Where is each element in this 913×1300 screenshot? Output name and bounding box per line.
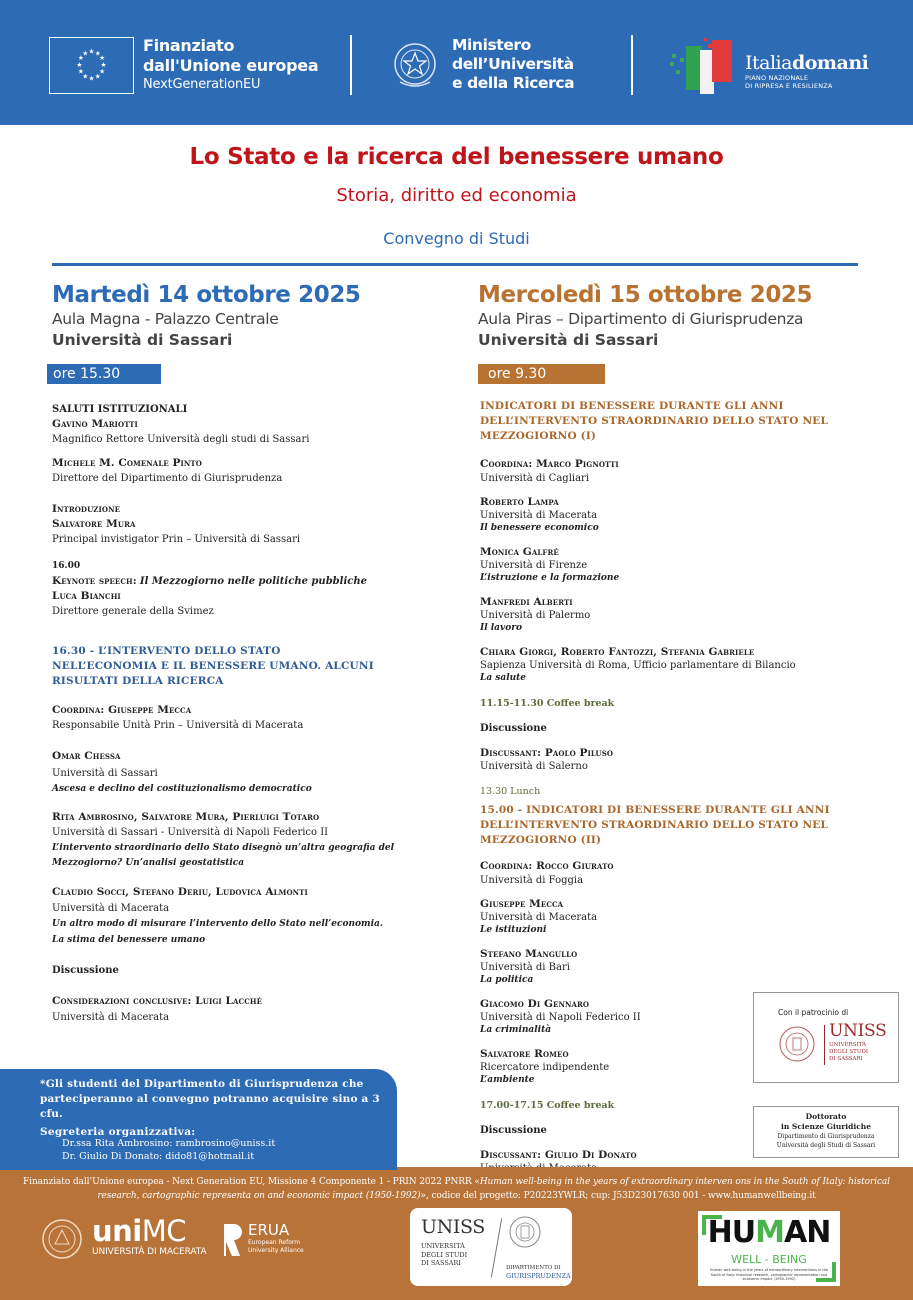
speaker-names: Claudio Socci, Stefano Deriu, Ludovica Almonti [52, 886, 308, 898]
svg-text:★: ★ [100, 60, 107, 69]
session-line2: DELL’INTERVENTO STRAORDINARIO DELLO STATO NEL [480, 415, 829, 427]
event-subtitle: Storia, diritto ed economia [336, 185, 577, 206]
speaker-names: Rita Ambrosino, Salvatore Mura, Pierluigi Totaro [52, 811, 320, 823]
day1-program [52, 403, 452, 1024]
day1-header [52, 281, 361, 351]
event-type: Convegno di Studi [383, 229, 530, 248]
italiadomani-flag-icon [668, 36, 738, 96]
talk-title: Un altro modo di misurare l’intervento dello Stato nell’economia. [52, 919, 383, 929]
svg-text:★: ★ [88, 74, 95, 83]
speaker-name: Stefano Mangullo [480, 948, 578, 960]
dept-sub2: GIURISPRUDENZA [506, 1272, 571, 1280]
discussion-label: Discussione [480, 1125, 547, 1136]
coordinator-affiliation: Università di Cagliari [480, 473, 590, 484]
uniss-sub2: DEGLI STUDI [829, 1049, 869, 1055]
uniss-sub3: DI SASSARI [421, 1259, 461, 1267]
session-line3: MEZZOGIORNO (II) [480, 834, 602, 846]
uniss-name: UNISS [421, 1216, 485, 1238]
talk-title: L’ambiente [480, 1075, 535, 1085]
session-line3: MEZZOGIORNO (I) [480, 430, 597, 442]
talk-title: L’intervento straordinario dello Stato disegnò un’altra geografia del [52, 843, 395, 853]
human-b: AN [784, 1215, 831, 1250]
secretariat-label: Segreteria organizzativa: [40, 1126, 196, 1138]
intro-heading: Introduzione [52, 503, 121, 515]
speaker-name: Manfredi Alberti [480, 596, 573, 608]
svg-text:★: ★ [88, 47, 95, 56]
uniss-dept-logo [410, 1208, 572, 1286]
dept-sub1: DIPARTIMENTO DI [506, 1265, 561, 1271]
talk-title: Il lavoro [480, 623, 522, 633]
session-line2: NELL’ECONOMIA E IL BENESSERE UMANO. ALCUNI [52, 660, 374, 672]
lunch: 13.30 Lunch [480, 786, 541, 797]
uniss-sub2: DEGLI STUDI [421, 1250, 468, 1259]
uniss-sub3: DI SASSARI [829, 1056, 863, 1062]
coordinator: Coordina: Marco Pignotti [480, 458, 619, 470]
speaker-role: Direttore del Dipartimento di Giurisprudenza [52, 473, 283, 484]
human-wellbeing-logo [698, 1211, 840, 1286]
ministry-line3: e della Ricerca [452, 74, 575, 92]
speaker-name: Giuseppe Mecca [480, 898, 564, 910]
eu-flag-icon [49, 37, 134, 94]
contact-didonato: Dr. Giulio Di Donato: dido81@hotmail.it [62, 1150, 255, 1162]
speaker-role: Direttore generale della Svimez [52, 606, 214, 617]
session-line2: DELL’INTERVENTO STRAORDINARIO DELLO STATO NEL [480, 819, 829, 831]
speaker-name: Roberto Lampa [480, 496, 559, 508]
keynote-title: Il Mezzogiorno nelle politiche pubbliche [139, 576, 367, 587]
svg-text:★: ★ [94, 72, 101, 81]
keynote-time: 16.00 [52, 561, 81, 571]
italiadomani-sub2: DI RIPRESA E RESILIENZA [745, 82, 833, 90]
italiadomani-brand-light: Italia [745, 52, 792, 74]
patronage-uniss: UNISS [829, 1021, 887, 1041]
speaker-role: Principal invistigator Prin – Università di Sassari [52, 534, 301, 545]
coffee-break: 11.15-11.30 Coffee break [480, 698, 615, 709]
talk-title: L’istruzione e la formazione [480, 573, 620, 583]
day1-date: Martedì 14 ottobre 2025 [52, 282, 361, 308]
coordinator: Coordina: Giuseppe Mecca [52, 704, 192, 716]
eu-line2: dall'Unione europea [143, 56, 319, 75]
coordinator-role: Responsabile Unità Prin – Università di Macerata [52, 720, 304, 731]
talk-title: Mezzogiorno? Un’analisi geostatistica [52, 858, 245, 868]
contact-ambrosino: Dr.ssa Rita Ambrosino: rambrosino@uniss.it [62, 1138, 276, 1149]
speaker-name: Luca Bianchi [52, 590, 121, 602]
saluti-heading: SALUTI ISTITUZIONALI [52, 404, 188, 415]
speaker-name: Salvatore Romeo [480, 1048, 569, 1060]
speaker-affiliation: Sapienza Università di Roma, Ufficio parlamentare di Bilancio [480, 660, 796, 671]
wellbeing-label: WELL - BEING [731, 1253, 807, 1266]
unimc-sub: UNIVERSITÀ DI MACERATA [92, 1247, 207, 1257]
speaker-affiliation: Università di Firenze [480, 560, 588, 571]
discussant: Discussant: Giulio Di Donato [480, 1149, 637, 1161]
speaker-affiliation: Università di Sassari [52, 768, 158, 779]
coffee-break: 17.00-17.15 Coffee break [480, 1100, 615, 1111]
speaker-name: Gavino Mariotti [52, 418, 138, 430]
event-title: Lo Stato e la ricerca del benessere umano [189, 144, 724, 170]
students-note-line2: parteciperanno al convegno potranno acquisire sino a 3 cfu. [40, 1093, 380, 1120]
svg-text:★: ★ [99, 67, 106, 76]
conclusions: Considerazioni conclusive: Luigi Lacchè [52, 995, 263, 1007]
ministry-line1: Ministero [452, 36, 531, 54]
talk-title: Il benessere economico [480, 523, 599, 533]
discussant: Discussant: Paolo Piluso [480, 747, 614, 759]
funding-text-1: Finanziato dall’Unione europea - Next Generation EU, Missione 4 Componente 1 - PRIN 2022 PNRR « [23, 1177, 480, 1187]
eu-line3: NextGenerationEU [143, 77, 261, 92]
italiadomani-label [745, 52, 868, 90]
day2-header [478, 281, 812, 351]
svg-text:★: ★ [77, 67, 84, 76]
patronage-label: Con il patrocinio di [778, 1008, 849, 1017]
talk-title: La politica [480, 975, 534, 985]
patronage-divider [824, 1025, 825, 1065]
session-heading [480, 803, 860, 848]
session-line3: RISULTATI DELLA RICERCA [52, 675, 224, 687]
human-tagline: Human well-being in the years of extraordinary interventions in the South of Italy: historical research, cartographic representation and economic impact (1950-1992) [709, 1268, 829, 1281]
doctorate-line4: Università degli Studi di Sassari [776, 1141, 876, 1149]
unimc-seal-icon [41, 1218, 83, 1260]
patronage-box [753, 992, 899, 1083]
speaker-affiliation: Università di Palermo [480, 610, 591, 621]
session-heading [52, 644, 452, 689]
speaker-affiliation: Università di Napoli Federico II [480, 1012, 641, 1023]
ministry-label [452, 36, 574, 93]
talk-title: La stima del benessere umano [52, 935, 206, 945]
header-band [0, 0, 913, 125]
speaker-role: Magnifico Rettore Università degli studi di Sassari [52, 434, 310, 445]
talk-title: Le istituzioni [480, 925, 547, 935]
italian-republic-emblem-icon [390, 38, 440, 93]
eu-line1: Finanziato [143, 36, 235, 55]
italiadomani-brand-bold: domani [791, 52, 869, 74]
svg-text:★: ★ [99, 54, 106, 63]
day2-place: Aula Piras – Dipartimento di Giurisprudenza [478, 310, 804, 328]
italiadomani-sub1: PIANO NAZIONALE [745, 74, 809, 82]
keynote-label: Keynote speech: [52, 575, 137, 587]
speaker-name: Monica Galfré [480, 546, 559, 558]
day2-university: Università di Sassari [478, 331, 659, 349]
uniss-sub1: UNIVERSITÀ [421, 1242, 465, 1250]
speaker-name: Michele M. Comenale Pinto [52, 457, 202, 469]
day1-start-badge: ore 15.30 [47, 364, 161, 384]
speaker-affiliation: Università di Macerata [480, 510, 598, 521]
erua-logo [248, 1222, 304, 1255]
erua-name: ERUA [248, 1221, 290, 1239]
doctorate-line1: Dottorato [805, 1112, 847, 1121]
doctorate-box [753, 1106, 899, 1158]
funding-text-2: », codice del progetto: P20223YWLR; cup: J53D23017630 001 - www.humanwellbeing.it [420, 1191, 816, 1201]
day1-place: Aula Magna - Palazzo Centrale [52, 310, 279, 328]
human-a: HU [707, 1215, 756, 1250]
coordinator-affiliation: Università di Foggia [480, 875, 584, 886]
erua-sub1: European Reform [248, 1239, 301, 1246]
title-divider [52, 263, 858, 266]
session-line1: 15.00 - INDICATORI DI BENESSERE DURANTE GLI ANNI [480, 804, 830, 816]
day2-start-badge: ore 9.30 [478, 364, 605, 384]
talk-title: Ascesa e declino del costituzionalismo democratico [52, 784, 312, 794]
discussion-label: Discussione [480, 723, 547, 734]
speaker-affiliation: Università di Bari [480, 962, 570, 973]
patronage-uniss-sub [829, 1042, 868, 1063]
session-line1: INDICATORI DI BENESSERE DURANTE GLI ANNI [480, 400, 784, 412]
svg-text:★: ★ [77, 54, 84, 63]
funding-statement [20, 1175, 893, 1203]
session-line1: 16.30 - L’INTERVENTO DELLO STATO [52, 645, 281, 657]
talk-title: La salute [480, 673, 527, 683]
svg-text:★: ★ [82, 49, 89, 58]
speaker-affiliation: Ricercatore indipendente [480, 1062, 610, 1073]
speaker-name: Salvatore Mura [52, 518, 136, 530]
eu-funding-label [143, 36, 318, 94]
funding-project-title: Human well-being in the years of extraordinary interven ons in the South of Italy: historical research, cartographic representa on and economic impact (1950-1992) [97, 1177, 890, 1201]
uniss-sub1: UNIVERSITÀ [829, 1042, 867, 1048]
svg-text:★: ★ [76, 60, 83, 69]
day2-date: Mercoledì 15 ottobre 2025 [478, 282, 813, 308]
doctorate-line3: Dipartimento di Giurisprudenza [777, 1133, 875, 1140]
speaker-name: Omar Chessa [52, 750, 121, 762]
speaker-affiliation: Università di Macerata [52, 903, 170, 914]
speaker-affiliation: Università di Macerata [480, 912, 598, 923]
session-heading [480, 399, 860, 444]
header-divider [631, 35, 633, 95]
doctorate-line2: in Scienze Giuridiche [780, 1121, 871, 1131]
coordinator: Coordina: Rocco Giurato [480, 860, 614, 872]
speaker-affiliation: Università di Macerata [52, 1012, 170, 1023]
erua-sub2: University Alliance [248, 1247, 304, 1254]
logo-divider [491, 1218, 502, 1277]
unimc-b: MC [141, 1214, 187, 1248]
students-note-line1: *Gli studenti del Dipartimento di Giurisprudenza che [40, 1078, 364, 1090]
speaker-name: Giacomo Di Gennaro [480, 998, 590, 1010]
human-m: M [755, 1215, 784, 1250]
uniss-seal-icon [778, 1025, 816, 1063]
dept-seal-icon [508, 1215, 542, 1249]
talk-title: La criminalità [480, 1025, 552, 1035]
svg-text:★: ★ [94, 49, 101, 58]
svg-text:★: ★ [82, 72, 89, 81]
unimc-logo [92, 1216, 207, 1258]
speaker-affiliation: Università di Salerno [480, 761, 588, 772]
ministry-line2: dell’Università [452, 55, 574, 73]
footer-accent [0, 1167, 397, 1170]
discussion-label: Discussione [52, 965, 119, 976]
speaker-names: Chiara Giorgi, Roberto Fantozzi, Stefania Gabriele [480, 646, 755, 658]
day1-university: Università di Sassari [52, 331, 233, 349]
student-notice [0, 1069, 397, 1170]
unimc-a: uni [92, 1214, 142, 1248]
header-divider [350, 35, 352, 95]
erua-mark-icon [222, 1222, 242, 1258]
speaker-affiliation: Università di Sassari - Università di Napoli Federico II [52, 827, 329, 838]
